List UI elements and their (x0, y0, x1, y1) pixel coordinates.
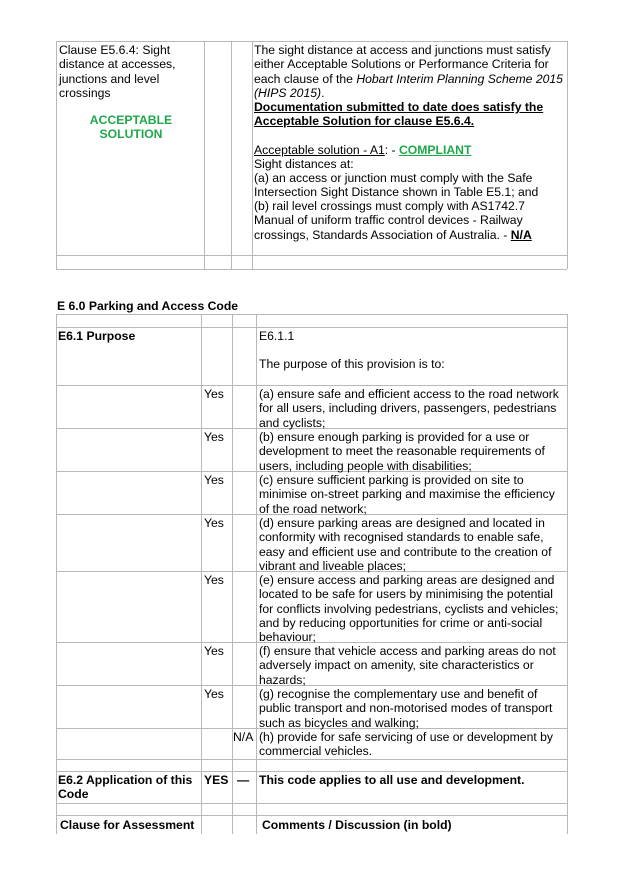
purpose-row-a: (a) ensure safe and efficient access to the road network for all users, including drivers, passengers, pedestrians and cyclists; (259, 387, 559, 430)
purpose-row-b: (b) ensure enough parking is provided for a use or development to meet the reasonable requirements of users, including people with disabilities; (259, 430, 545, 473)
purpose-row-b-yes: Yes (204, 430, 224, 444)
acceptable-solution-label: ACCEPTABLE SOLUTION (89, 113, 173, 142)
clause-title: Clause E5.6.4: Sight distance at accesses, junctions and level crossings (59, 43, 176, 100)
purpose-row-d-yes: Yes (204, 516, 224, 530)
purpose-row-e: (e) ensure access and parking areas are designed and located to be safe for users by minimising the potential for conflicts involving pedestrians, cyclists and vehicles; and by reducing opportunities for crime or anti-social behaviour; (259, 573, 559, 645)
purpose-row-g: (g) recognise the complementary use and benefit of public transport and non-motorised modes of transport such as bicycles and walking; (259, 687, 553, 730)
item-a: (a) an access or junction must comply with the Safe Intersection Sight Distance shown in Table E5.1; and (254, 171, 539, 200)
purpose-row-c: (c) ensure sufficient parking is provided on site to minimise on-street parking and maximise the efficiency of the road network; (259, 473, 555, 516)
application-dash: — (237, 773, 250, 787)
purpose-label: E6.1 Purpose (58, 329, 136, 343)
item-b: (b) rail level crossings must comply with AS1742.7 Manual of uniform traffic control devices - Railway crossings, Standards Association of Australia. - N/A (254, 199, 532, 242)
application-yes: YES (204, 773, 229, 787)
purpose-intro: The purpose of this provision is to: (259, 357, 445, 371)
purpose-row-a-yes: Yes (204, 387, 224, 401)
purpose-row-h-na: N/A (233, 730, 254, 744)
section-heading: E 6.0 Parking and Access Code (57, 299, 239, 313)
purpose-row-c-yes: Yes (204, 473, 224, 487)
purpose-row-h: (h) provide for safe servicing of use or development by commercial vehicles. (259, 730, 553, 759)
purpose-row-d: (d) ensure parking areas are designed and located in conformity with recognised standards to enable safe, easy and efficient use and contribute to the creation of vibrant and liveable places; (259, 516, 552, 573)
purpose-row-e-yes: Yes (204, 573, 224, 587)
purpose-row-g-yes: Yes (204, 687, 224, 701)
documentation-note: Documentation submitted to date does satisfy the Acceptable Solution for clause E5.6.4. (254, 100, 544, 129)
clause-intro: The sight distance at access and junctions must satisfy either Acceptable Solutions or Performance Criteria for each clause of the Hobart Interim Planning Scheme 2015 (HIPS 2015). (254, 43, 563, 100)
application-text: This code applies to all use and development. (259, 773, 525, 787)
assessment-col1-header: Clause for Assessment (60, 818, 195, 832)
acceptable-solution-a1: Acceptable solution - A1: - COMPLIANT (254, 143, 472, 157)
purpose-clause-ref: E6.1.1 (259, 329, 295, 343)
application-label: E6.2 Application of this Code (58, 773, 193, 802)
purpose-row-f: (f) ensure that vehicle access and parking areas do not adversely impact on amenity, site characteristics or hazards; (259, 644, 556, 687)
assessment-col4-header: Comments / Discussion (in bold) (262, 818, 452, 832)
sight-heading: Sight distances at: (254, 157, 354, 171)
purpose-row-f-yes: Yes (204, 644, 224, 658)
